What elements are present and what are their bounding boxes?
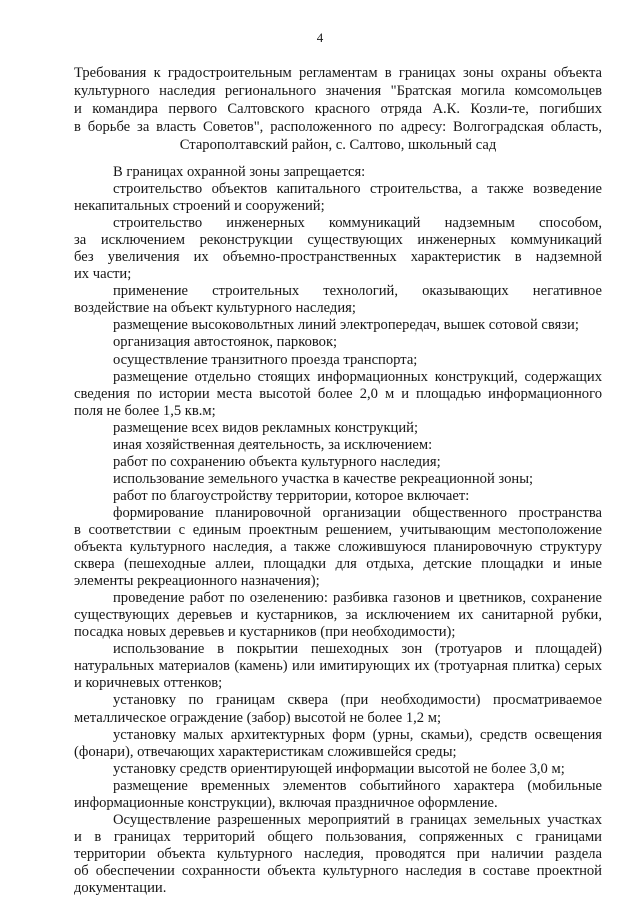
paragraph-line: и коричневых оттенков; [74, 675, 223, 692]
title-line: и командира первого Салтовского красного отряда А.К. Козли-те, погибших [74, 101, 602, 117]
paragraph-line: металлическое ограждение (забор) высотой не более 1,2 м; [74, 709, 442, 726]
document-body [74, 164, 602, 897]
paragraph-line: В границах охранной зоны запрещается: [113, 164, 366, 180]
paragraph-line: работ по благоустройству территории, которое включает: [113, 487, 470, 504]
paragraph-line: применение строительных технологий, оказывающих негативное [113, 283, 602, 300]
paragraph [74, 454, 602, 471]
paragraph [74, 641, 602, 692]
paragraph-line: формирование планировочной организации общественного пространства [113, 504, 602, 521]
paragraph-line: в соответствии с единым проектным решением, учитывающим местоположение [74, 521, 602, 538]
paragraph-line: территории объекта культурного наследия, проводятся при наличии раздела [74, 845, 602, 862]
paragraph [74, 590, 602, 641]
document-title [74, 64, 602, 154]
paragraph-line: осуществление транзитного проезда транспорта; [113, 351, 418, 368]
paragraph [74, 215, 602, 283]
paragraph-line: их части; [74, 266, 132, 283]
paragraph-line: сквера (пешеходные аллеи, площадки для отдыха, детские площадки и иные [74, 556, 602, 573]
paragraph [74, 181, 602, 215]
paragraph [74, 812, 602, 897]
paragraph-line: и в границах территорий общего пользования, сопряженных с границами [74, 828, 602, 845]
paragraph-line: проведение работ по озеленению: разбивка газонов и цветников, сохранение [113, 590, 602, 607]
paragraph-line: строительство объектов капитального строительства, а также возведение [113, 181, 602, 198]
paragraph [74, 164, 602, 181]
paragraph-line: строительство инженерных коммуникаций надземным способом, [113, 215, 602, 232]
paragraph-line: установку средств ориентирующей информации высотой не более 3,0 м; [113, 760, 565, 777]
paragraph-line: размещение высоковольтных линий электропередач, вышек сотовой связи; [113, 317, 579, 334]
paragraph-line: использование земельного участка в качестве рекреационной зоны; [113, 470, 534, 487]
paragraph-line: без увеличения их объемно-пространственных характеристик в надземной [74, 249, 602, 266]
paragraph-line: за исключением реконструкции существующих инженерных коммуникаций [74, 232, 602, 249]
title-line: Старополтавский район, с. Салтово, школьный сад [179, 137, 497, 153]
paragraph [74, 369, 602, 420]
paragraph [74, 505, 602, 590]
paragraph [74, 727, 602, 761]
paragraph [74, 334, 602, 351]
title-line: Требования к градостроительным регламентам в границах зоны охраны объекта [74, 65, 602, 81]
paragraph [74, 283, 602, 317]
paragraph-line: натуральных материалов (камень) или имитирующих их (тротуарная плитка) серых [74, 658, 602, 675]
paragraph [74, 437, 602, 454]
paragraph-line: иная хозяйственная деятельность, за исключением: [113, 436, 433, 453]
paragraph [74, 692, 602, 726]
paragraph [74, 420, 602, 437]
paragraph-line: об обеспечении сохранности объекта культурного наследия в составе проектной [74, 862, 602, 879]
paragraph-line: установку малых архитектурных форм (урны, скамьи), средств освещения [113, 726, 602, 743]
paragraph [74, 471, 602, 488]
paragraph-line: объекта культурного наследия, а также сложившуюся планировочную структуру [74, 539, 602, 556]
paragraph [74, 352, 602, 369]
paragraph-line: размещение отдельно стоящих информационных конструкций, содержащих [113, 368, 602, 385]
title-line: культурного наследия регионального значения "Братская могила комсомольцев [74, 83, 602, 99]
paragraph-line: размещение всех видов рекламных конструкций; [113, 419, 419, 436]
paragraph [74, 317, 602, 334]
paragraph [74, 761, 602, 778]
paragraph-line: элементы рекреационного назначения); [74, 573, 320, 590]
paragraph-line: воздействие на объект культурного наследия; [74, 300, 356, 317]
paragraph-line: некапитальных строений и сооружений; [74, 198, 325, 215]
page-number: 4 [316, 30, 324, 45]
paragraph-line: сведения по истории места высотой более 2,0 м и площадью информационного [74, 385, 602, 402]
paragraph-line: организация автостоянок, парковок; [113, 334, 338, 351]
paragraph-line: использование в покрытии пешеходных зон (тротуаров и площадей) [113, 641, 602, 658]
paragraph-line: посадка новых деревьев и кустарников (при необходимости); [74, 624, 456, 641]
paragraph-line: документации. [74, 879, 167, 896]
paragraph-line: существующих деревьев и кустарников, за исключением их санитарной рубки, [74, 607, 602, 624]
paragraph-line: работ по сохранению объекта культурного наследия; [113, 453, 441, 470]
paragraph-line: информационные конструкции), включая праздничное оформление. [74, 794, 498, 811]
paragraph-line: Осуществление разрешенных мероприятий в границах земельных участках [113, 811, 602, 828]
paragraph [74, 778, 602, 812]
paragraph-line: поля не более 1,5 кв.м; [74, 402, 216, 419]
paragraph-line: (фонари), отвечающих характеристикам сложившейся среды; [74, 743, 457, 760]
paragraph-line: установку по границам сквера (при необходимости) просматриваемое [113, 692, 602, 709]
paragraph-line: размещение временных элементов событийного характера (мобильные [113, 777, 602, 794]
title-line: в борьбе за власть Советов", расположенного по адресу: Волгоградская область, [74, 119, 602, 135]
paragraph [74, 488, 602, 505]
